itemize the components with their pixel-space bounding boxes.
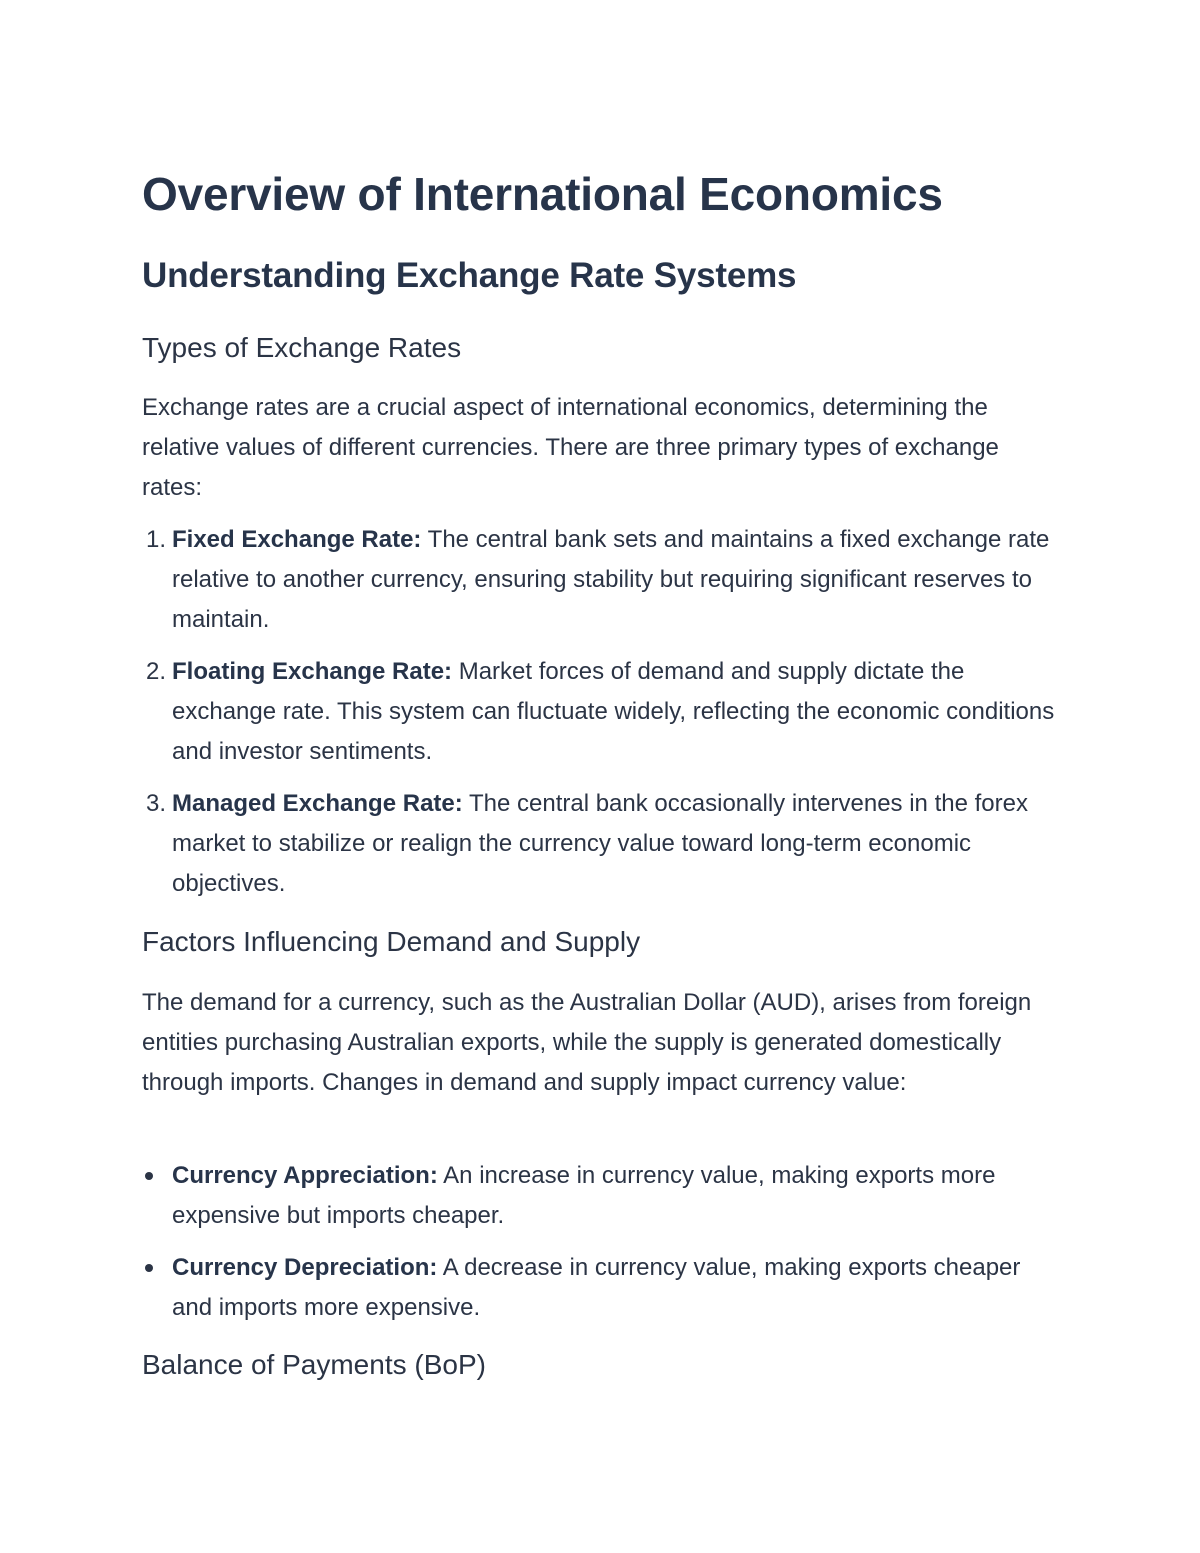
list-item — [142, 1156, 1062, 1236]
page-title: Overview of International Economics — [142, 168, 943, 220]
subsection-heading-factors: Factors Influencing Demand and Supply — [142, 926, 641, 957]
bullet-icon — [145, 1264, 153, 1272]
list-marker: 3. — [146, 790, 167, 817]
list-item-term: Managed Exchange Rate: — [172, 790, 463, 817]
list-item-text: Market forces of demand and supply dictate the exchange rate. This system can fluctuate widely, reflecting the economic conditions and investor sentiments. — [172, 658, 1055, 765]
bullet-icon — [145, 1172, 153, 1180]
factors-intro-paragraph: The demand for a currency, such as the Australian Dollar (AUD), arises from foreign entities purchasing Australian exports, while the supply is generated domestically through imports. Changes in demand and supply impact currency value: — [142, 989, 1032, 1096]
list-item-text: A decrease in currency value, making exports cheaper and imports more expensive. — [172, 1254, 1021, 1321]
list-item-text: The central bank sets and maintains a fixed exchange rate relative to another currency, ensuring stability but requiring significant reserves to maintain. — [172, 526, 1050, 633]
currency-effects-list — [142, 1156, 1062, 1340]
subsection-heading-bop: Balance of Payments (BoP) — [142, 1349, 486, 1380]
list-item-term: Floating Exchange Rate: — [172, 658, 453, 685]
list-item — [142, 520, 1062, 640]
subsection-heading-types: Types of Exchange Rates — [142, 332, 462, 363]
list-item-term: Currency Appreciation: — [172, 1162, 438, 1189]
list-item-text: The central bank occasionally intervenes in the forex market to stabilize or realign the currency value toward long-term economic objectives. — [172, 790, 1028, 897]
types-intro-paragraph: Exchange rates are a crucial aspect of international economics, determining the relative values of different currencies. There are three primary types of exchange rates: — [142, 394, 999, 501]
list-item — [142, 652, 1062, 772]
exchange-rate-types-list — [142, 520, 1062, 916]
list-item — [142, 1248, 1062, 1328]
list-item — [142, 784, 1062, 904]
list-marker: 1. — [146, 526, 167, 553]
list-marker: 2. — [146, 658, 167, 685]
list-item-term: Currency Depreciation: — [172, 1254, 438, 1281]
section-heading: Understanding Exchange Rate Systems — [142, 256, 797, 295]
list-item-text: An increase in currency value, making exports more expensive but imports cheaper. — [172, 1162, 996, 1229]
list-item-term: Fixed Exchange Rate: — [172, 526, 422, 553]
